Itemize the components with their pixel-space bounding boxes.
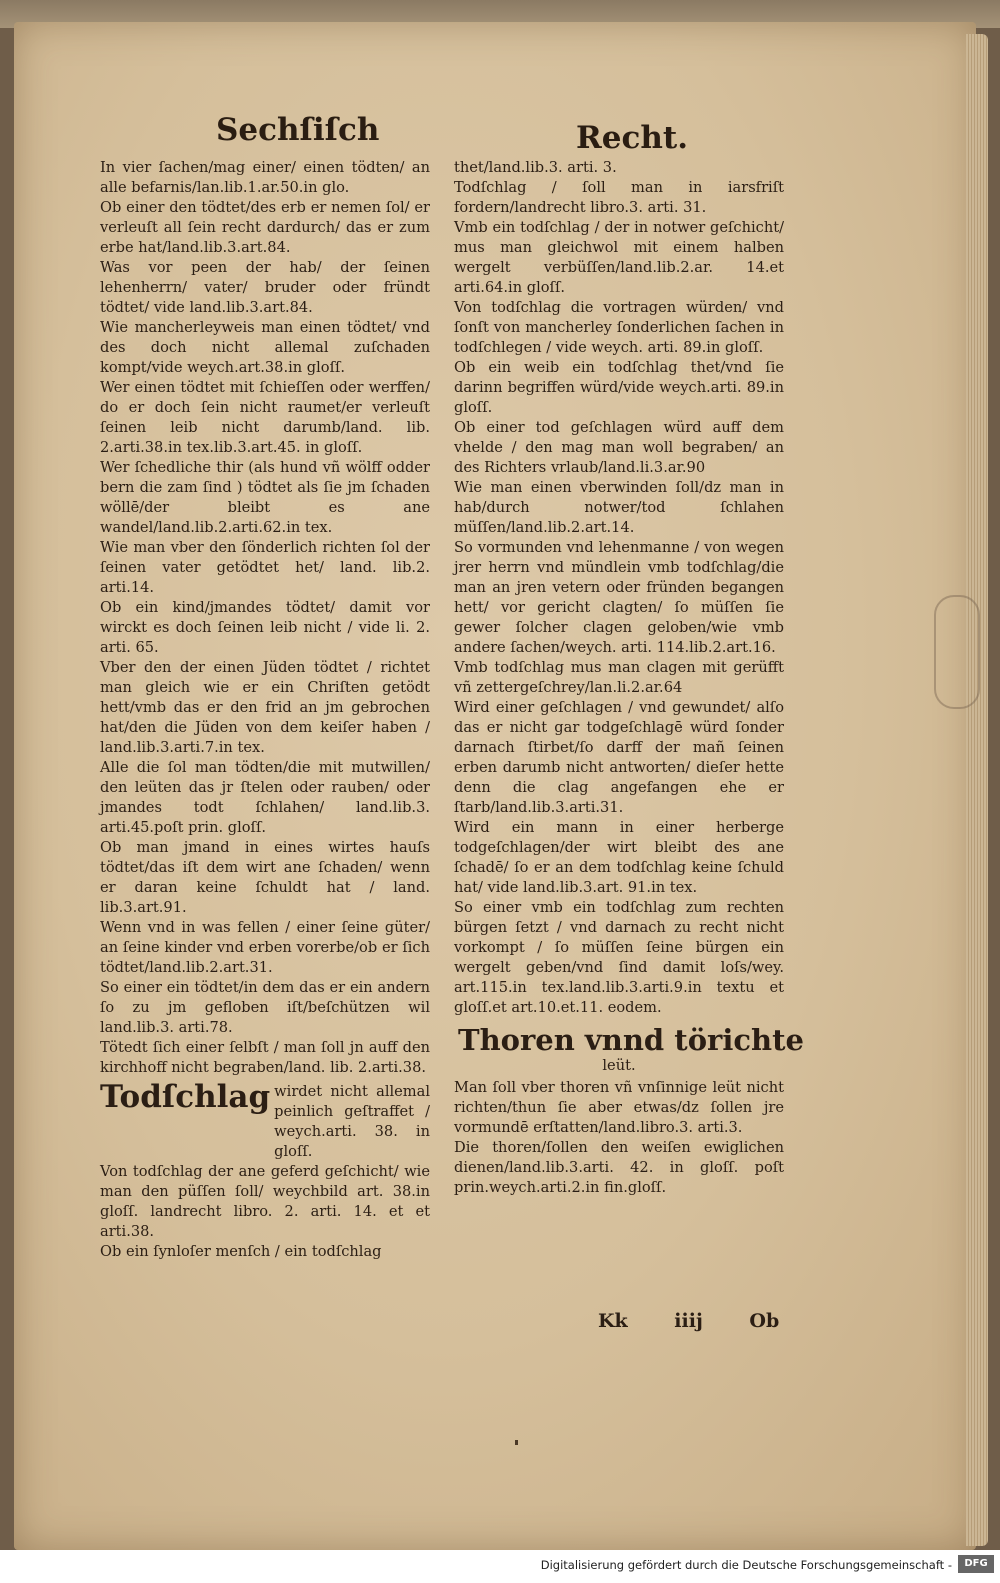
todschlag-heading [100,1080,430,1162]
heading-rest: wirdet nicht allemal peinlich geſtraffet / weych.arti. 38. in gloſſ. [274,1083,430,1160]
entry: Wie mancherleyweis man einen tödtet/ vnd des doch nicht allemal zuſchaden kompt/vide weych.art.38.in gloſſ. [100,319,430,376]
entry: So einer ein tödtet/in dem das er ein andern ſo zu jm gefloben iſt/beſchützen wil land.lib.3. arti.78. [100,979,430,1036]
entry: Ob ein kind/jmandes tödtet/ damit vor wirckt es doch ſeinen leib nicht / vide li. 2. arti. 65. [100,599,430,656]
entry: Wenn vnd in was fellen / einer ſeine güter/ an ſeine kinder vnd erben vorerbe/ob er ſich tödtet/land.lib.2.art.31. [100,919,430,976]
entry: Wer einen tödtet mit ſchieſſen oder werffen/ do er doch ſein nicht raumet/er verleuſt ſeinen leib nicht darumb/land. lib. 2.arti.38.in tex.lib.3.art.45. in gloſſ. [100,379,430,456]
entry: Wer ſchedliche thir (als hund vñ wölff odder bern die zam ſind ) tödtet als ſie jm ſchaden wöllē/der bleibt es ane wandel/land.lib.2.arti.62.in tex. [100,459,430,536]
entry: Ob ein ſynloſer menſch / ein todſchlag [100,1243,382,1260]
entry: Von todſchlag die vortragen würden/ vnd ſonſt von mancherley ſonderlichen ſachen in todſchlegen / vide weych. arti. 89.in gloſſ. [454,299,784,356]
entry: Was vor peen der hab/ der ſeinen lehenherrn/ vater/ bruder oder fründt tödtet/ vide land.lib.3.art.84. [100,259,430,316]
entry: Wird ein mann in einer herberge todgeſchlagen/der wirt bleibt des ane ſchadē/ ſo er an dem todſchlag keine ſchuld hat/ vide land.lib.3.art. 91.in tex. [454,819,784,896]
footer-credit: Digitalisierung gefördert durch die Deutsche Forschungsgemeinschaft - [540,1558,952,1572]
entry: Von todſchlag der ane geferd geſchicht/ wie man den püſſen ſoll/ weychbild art. 38.in gloſſ. landrecht libro. 2. arti. 14. et et arti.38. [100,1163,430,1240]
entry: So einer vmb ein todſchlag zum rechten bürgen ſetzt / vnd darnach zu recht nicht vorkompt / ſo müſſen ſeine bürgen ein wergelt geben/vnd ſind damit loſs/wey. art.115.in tex.land.lib.3.arti.9.in textu et gloſſ.et art.10.et.11. eodem. [454,899,784,1016]
entry: thet/land.lib.3. arti. 3. [454,159,617,176]
footer-bar [0,1550,1000,1583]
section-title: Thoren vnnd törichte [458,1023,804,1057]
page-clip-mark [934,595,980,709]
entry: In vier ſachen/mag einer/ einen tödten/ an alle befarnis/lan.lib.1.ar.50.in glo. [100,159,430,196]
entry: Ob einer den tödtet/des erb er nemen ſol/ er verleuſt all ſein recht dardurch/ das er zum erbe hat/land.lib.3.art.84. [100,199,430,256]
running-head-right: Recht. [576,120,689,156]
entry: Wird einer geſchlagen / vnd gewundet/ alſo das er nicht gar todgeſchlagē würd ſonder darnach ſtirbet/ſo darff der mañ ſeinen erben darumb nicht antworten/ dieſer hette denn die clag angefangen ehe er ſtarb/land.lib.3.arti.31. [454,699,784,816]
ink-mark [515,1440,518,1445]
entry: Ob man jmand in eines wirtes hauſs tödtet/das iſt dem wirt ane ſchaden/ wenn er daran keine ſchuldt hat / land. lib.3.art.91. [100,839,430,916]
entry: Vmb ein todſchlag / der in notwer geſchicht/ mus man gleichwol mit einem halben wergelt verbüſſen/land.lib.2.ar. 14.et arti.64.in gloſſ. [454,219,784,296]
right-column [454,158,804,1198]
signature-catchword: Kk iiij Ob [598,1310,780,1332]
entry: Alle die ſol man tödten/die mit mutwillen/ den leüten das jr ſtelen oder rauben/ oder jmandes todt ſchlahen/ land.lib.3. arti.45.poſt prin. gloſſ. [100,759,430,836]
left-column [100,158,430,1262]
entry: So vormunden vnd lehenmanne / von wegen jrer herrn vnd mündlein vmb todſchlag/die man an jren vetern oder fründen begangen hett/ vor gericht clagten/ ſo müſſen ſie gewer ſolcher clagen geloben/wie vmb andere ſachen/weych. arti. 114.lib.2.art.16. [454,539,784,656]
heading-word: Todſchlag [100,1079,271,1115]
entry: Tötedt ſich einer ſelbſt / man ſoll jn auff den kirchhoff nicht begraben/land. lib. 2.arti.38. [100,1039,430,1076]
entry: Wie man einen vberwinden ſoll/dz man in hab/durch notwer/tod ſchlahen müſſen/land.lib.2.art.14. [454,479,784,536]
entry: Ob ein weib ein todſchlag thet/vnd ſie darinn begriffen würd/vide weych.arti. 89.in gloſſ. [454,359,784,416]
dfg-logo: DFG [958,1555,994,1573]
page-edges [966,34,988,1546]
entry: Man ſoll vber thoren vñ vnſinnige leüt nicht richten/thun ſie aber etwas/dz ſollen jre vormundē erſtatten/land.libro.3. arti.3. [454,1079,784,1136]
entry: Die thoren/ſollen den weiſen ewiglichen dienen/land.lib.3.arti. 42. in gloſſ. poſt prin.weych.arti.2.in fin.gloſſ. [454,1139,784,1196]
entry: Wie man vber den ſönderlich richten ſol der ſeinen vater getödtet het/ land. lib.2. arti.14. [100,539,430,596]
entry: Vmb todſchlag mus man clagen mit gerüfft vñ zettergeſchrey/lan.li.2.ar.64 [454,659,784,696]
section-subtitle: leüt. [602,1057,636,1074]
entry: Vber den der einen Jüden tödtet / richtet man gleich wie er ein Chriſten getödt hett/vmb das er den frid an jm gebrochen hat/den die Jüden von dem keiſer haben / land.lib.3.arti.7.in tex. [100,659,430,756]
running-head-left: Sechſiſch [216,112,380,148]
entry: Ob einer tod geſchlagen würd auff dem vhelde / den mag man woll begraben/ an des Richters vrlaub/land.li.3.ar.90 [454,419,784,476]
entry: Todſchlag / ſoll man in iarsfriſt fordern/landrecht libro.3. arti. 31. [454,179,784,216]
